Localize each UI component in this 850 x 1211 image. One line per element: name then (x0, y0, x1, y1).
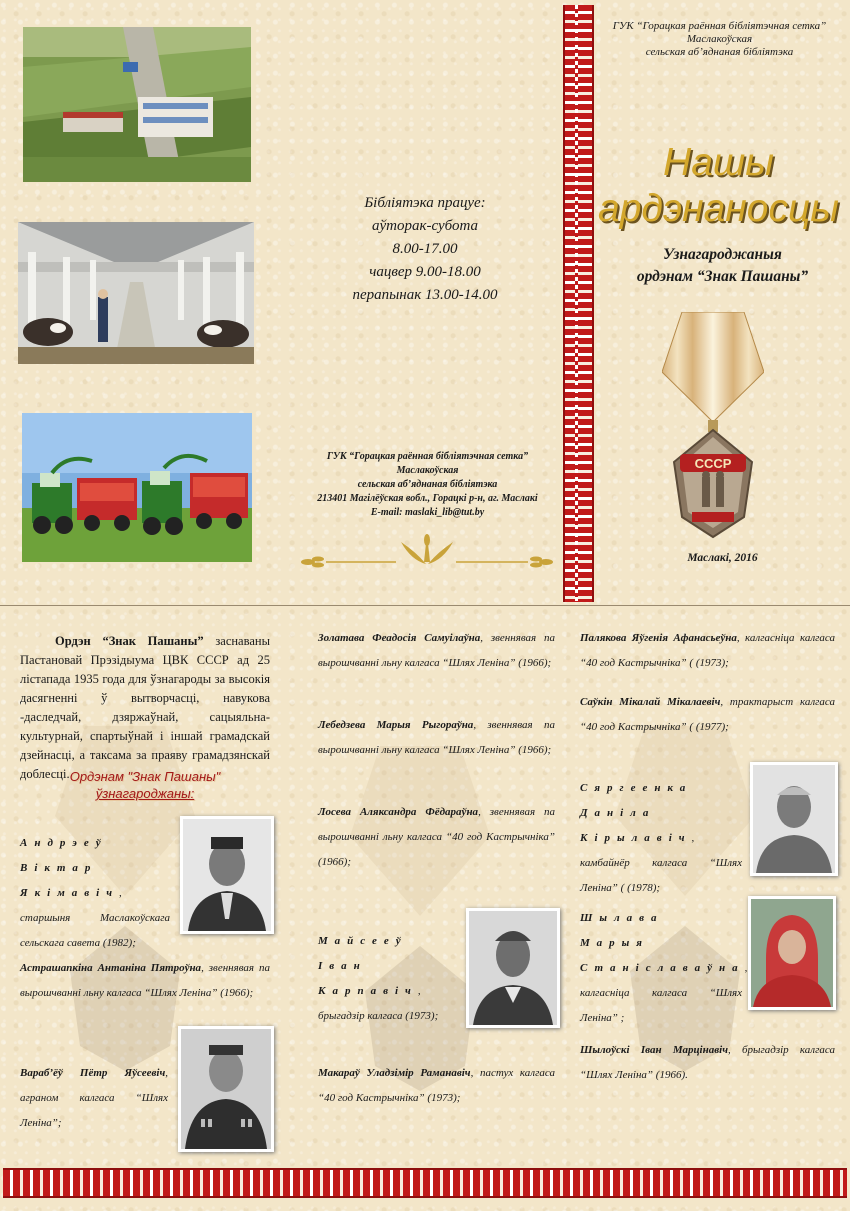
awardee-desc: , звеннявая па вырошчванні льну калгаса “40 год Кастрычніка” (1966); (318, 806, 555, 868)
awardee-name: Палякова Яўгенія Афанасьеўна (580, 632, 737, 644)
intro-heading-line2: ўзнагароджаны: (95, 786, 195, 801)
cowshed-photo (18, 222, 254, 364)
cover-org-line1: ГУК “Горацкая раённая бібліятэчная сетка” (612, 20, 827, 32)
awardee-name: Макараў Уладзімір Раманавіч (318, 1067, 471, 1079)
harvest-photo (22, 413, 252, 562)
awardee-name: Саўкін Мікалай Мікалаевіч (580, 696, 721, 708)
awardee-entry (580, 690, 835, 740)
contacts-org: ГУК “Горацкая раённая бібліятэчная сетка” (326, 451, 529, 462)
cover-org-line3: сельская аб’яднаная бібліятэка (645, 46, 794, 58)
awardee-entry (580, 776, 742, 901)
intro-order-name: Ордэн “Знак Пашаны” (55, 634, 204, 648)
schedule-hours: 8.00-17.00 (392, 241, 458, 257)
awardee-desc: , звеннявая па вырошчванні льну калгаса “Шлях Леніна” (1966); (318, 632, 555, 669)
awardee-desc: , аграном калгаса “Шлях Леніна”; (20, 1067, 168, 1129)
medal-cccp-text: СССР (694, 456, 732, 471)
contacts-library: сельская аб’яднаная бібліятэка (357, 479, 498, 490)
cover-title (596, 140, 841, 232)
portrait-photo (466, 908, 560, 1028)
awardee-entry (318, 713, 555, 763)
awardee-desc: , пастух калгаса “40 год Кастрычніка” (1973); (318, 1067, 555, 1104)
cover-place-year: Маслакі, 2016 (687, 552, 758, 564)
awardee-name: Астрашапкіна Антаніна Пятроўна (20, 962, 202, 974)
contacts-village: Маслакоўская (396, 465, 459, 476)
intro-paragraph (20, 632, 270, 784)
cover-title-line2: ардэнаносцы (598, 187, 839, 230)
schedule-block (300, 192, 550, 307)
awardee-desc: , звеннявая па вырошчванні льну калгаса “Шлях Леніна” (1966); (20, 962, 270, 999)
awardee-name: Андрэеў Віктар Якімавіч (20, 837, 119, 899)
portrait-photo (748, 896, 836, 1010)
vertical-ornament (563, 5, 594, 602)
contacts-email: E-mail: maslaki_lib@tut.by (370, 507, 485, 518)
awardee-entry (318, 800, 555, 875)
awardee-name: Вараб’ёў Пётр Яўсеевіч (20, 1067, 166, 1079)
awardee-desc: , калгасніца калгаса “40 год Кастрычніка” ( (1973); (580, 632, 836, 669)
contacts-address: 213401 Магілёўская вобл., Горацкі р-н, аг. Маслакі (317, 493, 538, 504)
awardee-entry (580, 626, 835, 676)
inner-spread (0, 606, 850, 1211)
awardee-entry (20, 1061, 168, 1136)
cover-org (592, 20, 847, 59)
awardee-entry (318, 929, 458, 1029)
medal-image (662, 312, 764, 542)
horizontal-ornament (3, 1168, 847, 1198)
awardee-name: Майсееў Іван Карпавіч (318, 935, 418, 997)
awardee-name: Золатава Феадосія Самуілаўна (318, 632, 481, 644)
awardee-desc: , звеннявая па вырошчванні льну калгаса “Шлях Леніна” (1966); (318, 719, 555, 756)
cover-subtitle (600, 244, 845, 288)
intro-text: заснаваны Пастановай Прэзідыума ЦВК СССР ад 25 лістапада 1935 года для ўзнагароды за высокія дасягненні ў вытворчасці, навукова -даследчай, дзяржаўнай, сацыяльна-культурнай, спартыўнай і іншай грамадскай дзейнасці, а таксама за праяву грамадзянскай доблесці. (20, 634, 270, 781)
farm-aerial-photo (23, 27, 251, 182)
intro-heading-line1: Ордэнам "Знак Пашаны" (69, 769, 221, 784)
portrait-photo (178, 1026, 274, 1152)
wheat-divider (296, 532, 558, 572)
awardee-desc: , брыгадзір калгаса (1973); (318, 985, 439, 1022)
portrait-photo (180, 816, 274, 934)
intro-heading (20, 768, 270, 802)
schedule-break: перапынак 13.00-14.00 (352, 287, 498, 303)
contacts-block (290, 450, 565, 520)
awardee-name: Шылоўскі Іван Марцінавіч (580, 1044, 728, 1056)
awardee-entry (580, 906, 748, 1031)
schedule-heading: Бібліятэка працуе: (364, 195, 486, 211)
awardee-entry (20, 956, 270, 1006)
portrait-photo (750, 762, 838, 876)
awardee-entry (20, 831, 170, 956)
schedule-days: аўторак-субота (371, 218, 479, 234)
awardee-desc: , калгасніца калгаса “Шлях Леніна” ; (580, 962, 748, 1024)
cover-subtitle-line1: Узнагароджаныя (663, 246, 782, 263)
awardee-entry (318, 626, 555, 676)
awardee-name: Лебедзева Марыя Рыгораўна (318, 719, 474, 731)
cover-subtitle-line2: ордэнам “Знак Пашаны” (636, 268, 809, 285)
awardee-name: Шылава Марыя Станіславаўна (580, 912, 745, 974)
wheat-icon (296, 532, 558, 572)
medal-icon (662, 312, 764, 542)
awardee-name: Сяргеенка Даніла Кірылавіч (580, 782, 693, 844)
awardee-desc: , старшыня Маслакоўскага сельскага савета (1982); (20, 887, 170, 949)
cover-org-line2: Маслакоўская (686, 33, 753, 45)
awardee-entry (318, 1061, 555, 1111)
schedule-thursday: чацвер 9.00-18.00 (369, 264, 481, 280)
awardee-desc: , брыгадзір калгаса “Шлях Леніна” (1966). (580, 1044, 835, 1081)
awardee-desc: , трактарыст калгаса “40 год Кастрычніка” ( (1977); (580, 696, 836, 733)
awardee-entry (580, 1038, 835, 1088)
awardee-desc: , камбайнёр калгаса “Шлях Леніна” ( (1978); (580, 832, 742, 894)
awardee-name: Лосева Аляксандра Фёдараўна (318, 806, 479, 818)
cover-title-line1: Нашы (663, 141, 774, 184)
